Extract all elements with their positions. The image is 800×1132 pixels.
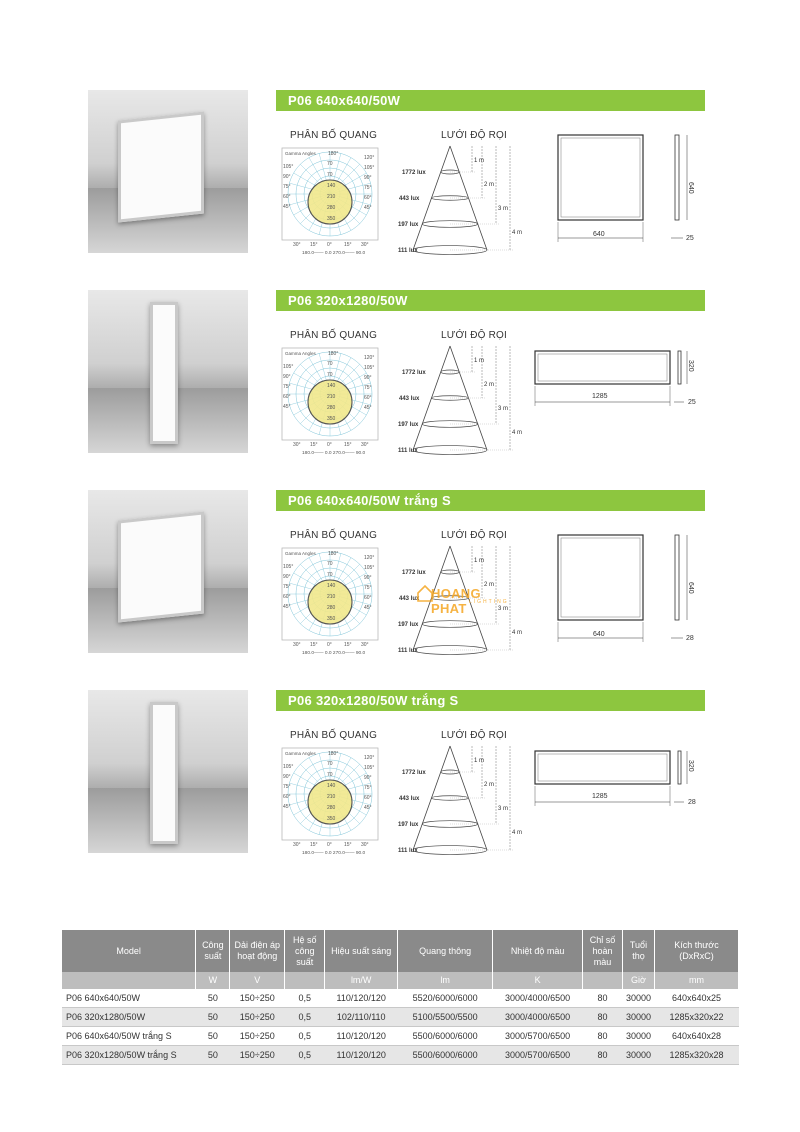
table-header: Dải điện áp hoạt động: [230, 930, 285, 972]
product-photo: [88, 490, 248, 653]
watermark-text: HOANG PHAT: [431, 586, 481, 616]
table-header: Model: [62, 930, 196, 972]
table-unit: Giờ: [623, 972, 655, 989]
lux-cone-diagram: [398, 142, 523, 264]
polar-header: Gamma Angles: [285, 551, 316, 556]
table-cell: 1285x320x22: [654, 1008, 738, 1027]
depth-dimension: 28: [686, 635, 694, 642]
table-cell: 640x640x25: [654, 989, 738, 1008]
polar-ring-value: 350: [327, 816, 336, 822]
table-cell: 3000/4000/6500: [493, 1008, 583, 1027]
table-cell: 80: [583, 1046, 623, 1065]
polar-legend: 180.0—— 0.0 270.0—— 90.0: [302, 251, 366, 256]
polar-bottom-angle: 0°: [327, 642, 332, 648]
table-cell: 150÷250: [230, 989, 285, 1008]
polar-ring-value: 210: [327, 794, 336, 800]
polar-angle-left: 90°: [283, 774, 291, 780]
table-cell: 3000/5700/6500: [493, 1046, 583, 1065]
polar-angle-right: 120°: [364, 555, 375, 561]
polar-angle-left: 60°: [283, 794, 291, 800]
cone-container: [398, 342, 523, 464]
lux-value: 111 lux: [398, 848, 418, 854]
table-cell: 50: [196, 1027, 230, 1046]
polar-ring-value: 70: [327, 561, 333, 567]
polar-angle-right: 120°: [364, 355, 375, 361]
light-distribution-label: PHÂN BỐ QUANG: [290, 330, 378, 341]
table-header: Nhiệt độ màu: [493, 930, 583, 972]
table-cell: 150÷250: [230, 1027, 285, 1046]
table-unit: V: [230, 972, 285, 989]
lux-value: 1772 lux: [402, 770, 426, 776]
table-cell: 0,5: [285, 1046, 325, 1065]
polar-angle-right: 45°: [364, 205, 372, 211]
polar-angle-left: 45°: [283, 404, 291, 410]
polar-ring-value: 70: [327, 372, 333, 378]
polar-ring-value: 280: [327, 805, 336, 811]
polar-angle-right: 60°: [364, 195, 372, 201]
polar-angle-left: 105°: [283, 164, 294, 170]
polar-header: Gamma Angles: [285, 351, 316, 356]
table-cell: 50: [196, 989, 230, 1008]
table-cell: 102/110/110: [325, 1008, 398, 1027]
led-panel-image: [118, 111, 204, 222]
product-title-bar: [276, 290, 705, 311]
table-header: Quang thông: [398, 930, 493, 972]
width-dimension: 640: [593, 631, 605, 638]
polar-ring-value: 140: [327, 383, 336, 389]
lux-value: 1772 lux: [402, 570, 426, 576]
depth-dimension: 25: [688, 399, 696, 406]
polar-bottom-angle: 0°: [327, 442, 332, 448]
frame-container: [553, 530, 703, 657]
polar-diagram: [280, 746, 380, 856]
table-cell: P06 640x640/50W: [62, 989, 196, 1008]
width-dimension: 1285: [592, 393, 608, 400]
polar-diagram: [280, 146, 380, 256]
depth-dimension: 25: [686, 235, 694, 242]
polar-bottom-angle: 15°: [344, 842, 352, 848]
polar-angle-left: 60°: [283, 194, 291, 200]
polar-bottom-angle: 15°: [310, 442, 318, 448]
light-distribution-label: PHÂN BỐ QUANG: [290, 730, 378, 741]
table-cell: 50: [196, 1008, 230, 1027]
table-header: Công suất: [196, 930, 230, 972]
lux-grid-label: LƯỚI ĐỘ RỌI: [441, 330, 507, 341]
polar-angle-right: 75°: [364, 185, 372, 191]
distance-label: 4 m: [512, 230, 523, 236]
distance-label: 1 m: [474, 358, 485, 364]
table-unit: [62, 972, 196, 989]
table-header: Hiệu suất sáng: [325, 930, 398, 972]
width-dimension: 1285: [592, 793, 608, 800]
polar-angle-left: 60°: [283, 394, 291, 400]
distance-label: 3 m: [498, 606, 509, 612]
product-title: P06 320x1280/50W: [288, 293, 408, 308]
table-cell: P06 320x1280/50W: [62, 1008, 196, 1027]
lux-grid-label: LƯỚI ĐỘ RỌI: [441, 130, 507, 141]
table-cell: P06 320x1280/50W trắng S: [62, 1046, 196, 1065]
polar-bottom-angle: 15°: [310, 642, 318, 648]
lux-value: 443 lux: [399, 796, 420, 802]
polar-angle-right: 105°: [364, 365, 375, 371]
height-dimension: 640: [687, 582, 694, 594]
spec-table: [62, 930, 739, 1065]
lux-grid-label: LƯỚI ĐỘ RỌI: [441, 530, 507, 541]
polar-bottom-angle: 15°: [344, 242, 352, 248]
lux-value: 197 lux: [398, 422, 419, 428]
height-dimension: 320: [687, 760, 694, 772]
cone-container: [398, 142, 523, 264]
polar-angle-right: 45°: [364, 805, 372, 811]
polar-angle-left: 75°: [283, 784, 291, 790]
distance-label: 3 m: [498, 406, 509, 412]
light-distribution-label: PHÂN BỐ QUANG: [290, 130, 378, 141]
dimension-drawing: [532, 348, 707, 418]
table-unit: K: [493, 972, 583, 989]
table-cell: 5500/6000/6000: [398, 1027, 493, 1046]
table-cell: 110/120/120: [325, 1046, 398, 1065]
polar-ring-value: 70: [327, 772, 333, 778]
polar-bottom-angle: 30°: [293, 642, 301, 648]
polar-angle-right: 120°: [364, 155, 375, 161]
table-cell: 1285x320x28: [654, 1046, 738, 1065]
led-panel-image: [118, 511, 204, 622]
distance-label: 4 m: [512, 630, 523, 636]
polar-angle-right: 60°: [364, 795, 372, 801]
polar-angle-left: 75°: [283, 384, 291, 390]
table-cell: 5500/6000/6000: [398, 1046, 493, 1065]
polar-angle-left: 105°: [283, 764, 294, 770]
polar-ring-value: 350: [327, 616, 336, 622]
lux-grid-label: LƯỚI ĐỘ RỌI: [441, 730, 507, 741]
polar-angle-left: 75°: [283, 184, 291, 190]
polar-bottom-angle: 0°: [327, 842, 332, 848]
polar-angle-right: 90°: [364, 575, 372, 581]
distance-label: 1 m: [474, 558, 485, 564]
product-title-bar: [276, 90, 705, 111]
polar-ring-value: 140: [327, 183, 336, 189]
table-unit: lm: [398, 972, 493, 989]
frame-container: [532, 748, 707, 823]
polar-angle-right: 45°: [364, 405, 372, 411]
dimension-drawing: [553, 130, 703, 252]
polar-header: Gamma Angles: [285, 151, 316, 156]
polar-angle-right: 75°: [364, 385, 372, 391]
lux-value: 1772 lux: [402, 370, 426, 376]
table-cell: 80: [583, 1027, 623, 1046]
table-header: Kích thước (DxRxC): [654, 930, 738, 972]
polar-angle-left: 45°: [283, 604, 291, 610]
lux-value: 443 lux: [399, 196, 420, 202]
table-cell: 150÷250: [230, 1008, 285, 1027]
table-cell: 0,5: [285, 1027, 325, 1046]
polar-angle-right: 120°: [364, 755, 375, 761]
product-title-bar: [276, 690, 705, 711]
table-cell: 110/120/120: [325, 1027, 398, 1046]
polar-ring-value: 70: [327, 572, 333, 578]
polar-ring-value: 70: [327, 161, 333, 167]
distance-label: 4 m: [512, 830, 523, 836]
polar-ring-value: 280: [327, 405, 336, 411]
lux-cone-diagram: [398, 342, 523, 464]
polar-angle-right: 105°: [364, 565, 375, 571]
polar-angle-right: 105°: [364, 765, 375, 771]
polar-angle-right: 90°: [364, 375, 372, 381]
polar-angle-left: 105°: [283, 564, 294, 570]
lux-value: 111 lux: [398, 648, 418, 654]
table-row: [62, 989, 739, 1008]
lux-value: 197 lux: [398, 822, 419, 828]
table-unit: W: [196, 972, 230, 989]
polar-angle-left: 90°: [283, 574, 291, 580]
polar-bottom-angle: 15°: [310, 842, 318, 848]
distance-label: 1 m: [474, 158, 485, 164]
polar-angle-right: 105°: [364, 165, 375, 171]
distance-label: 1 m: [474, 758, 485, 764]
polar-bottom-angle: 30°: [293, 442, 301, 448]
polar-bottom-angle: 30°: [361, 642, 369, 648]
product-title: P06 320x1280/50W trắng S: [288, 693, 459, 708]
polar-angle-right: 75°: [364, 785, 372, 791]
height-dimension: 320: [687, 360, 694, 372]
product-photo: [88, 690, 248, 853]
light-distribution-label: PHÂN BỐ QUANG: [290, 530, 378, 541]
polar-bottom-angle: 30°: [293, 842, 301, 848]
polar-ring-value: 70: [327, 361, 333, 367]
table-header: Tuổi thọ: [623, 930, 655, 972]
watermark-sub: LIGHTING: [469, 599, 509, 605]
width-dimension: 640: [593, 231, 605, 238]
polar-bottom-angle: 30°: [293, 242, 301, 248]
polar-container: [280, 346, 380, 456]
lux-cone-diagram: [398, 742, 523, 864]
polar-header: Gamma Angles: [285, 751, 316, 756]
polar-angle-left: 105°: [283, 364, 294, 370]
polar-angle-right: 45°: [364, 605, 372, 611]
polar-legend: 180.0—— 0.0 270.0—— 90.0: [302, 451, 366, 456]
polar-top-angle: 180°: [328, 751, 339, 757]
polar-diagram: [280, 546, 380, 656]
led-panel-image: [150, 702, 178, 844]
polar-top-angle: 180°: [328, 551, 339, 557]
polar-container: [280, 546, 380, 656]
frame-container: [553, 130, 703, 257]
table-cell: 5100/5500/5500: [398, 1008, 493, 1027]
polar-angle-right: 60°: [364, 595, 372, 601]
table-cell: 0,5: [285, 1008, 325, 1027]
depth-dimension: 28: [688, 799, 696, 806]
polar-legend: 180.0—— 0.0 270.0—— 90.0: [302, 851, 366, 856]
polar-angle-left: 90°: [283, 174, 291, 180]
polar-container: [280, 746, 380, 856]
polar-ring-value: 70: [327, 761, 333, 767]
table-cell: 3000/4000/6500: [493, 989, 583, 1008]
product-title-bar: [276, 490, 705, 511]
polar-angle-right: 90°: [364, 775, 372, 781]
lux-value: 111 lux: [398, 248, 418, 254]
table-cell: 30000: [623, 1046, 655, 1065]
table-cell: 30000: [623, 1008, 655, 1027]
height-dimension: 640: [687, 182, 694, 194]
distance-label: 3 m: [498, 806, 509, 812]
distance-label: 2 m: [484, 782, 495, 788]
polar-angle-right: 75°: [364, 585, 372, 591]
polar-top-angle: 180°: [328, 351, 339, 357]
polar-ring-value: 210: [327, 394, 336, 400]
table-cell: 150÷250: [230, 1046, 285, 1065]
table-row: [62, 1008, 739, 1027]
polar-ring-value: 140: [327, 583, 336, 589]
polar-angle-left: 60°: [283, 594, 291, 600]
polar-bottom-angle: 15°: [344, 642, 352, 648]
table-unit: mm: [654, 972, 738, 989]
table-unit: [285, 972, 325, 989]
polar-angle-right: 90°: [364, 175, 372, 181]
table-cell: 110/120/120: [325, 989, 398, 1008]
polar-ring-value: 280: [327, 205, 336, 211]
polar-bottom-angle: 30°: [361, 842, 369, 848]
polar-bottom-angle: 15°: [310, 242, 318, 248]
product-title: P06 640x640/50W: [288, 93, 401, 108]
product-photo: [88, 290, 248, 453]
distance-label: 2 m: [484, 582, 495, 588]
polar-container: [280, 146, 380, 256]
polar-angle-right: 60°: [364, 395, 372, 401]
table-unit: lm/W: [325, 972, 398, 989]
distance-label: 2 m: [484, 182, 495, 188]
distance-label: 4 m: [512, 430, 523, 436]
table-cell: 3000/5700/6500: [493, 1027, 583, 1046]
polar-angle-left: 45°: [283, 204, 291, 210]
polar-ring-value: 210: [327, 594, 336, 600]
table-cell: 0,5: [285, 989, 325, 1008]
polar-bottom-angle: 30°: [361, 442, 369, 448]
table-cell: 5520/6000/6000: [398, 989, 493, 1008]
table-cell: 80: [583, 989, 623, 1008]
product-photo: [88, 90, 248, 253]
table-cell: 30000: [623, 1027, 655, 1046]
polar-ring-value: 140: [327, 783, 336, 789]
polar-angle-left: 90°: [283, 374, 291, 380]
dimension-drawing: [532, 748, 707, 818]
polar-ring-value: 70: [327, 172, 333, 178]
frame-container: [532, 348, 707, 423]
polar-angle-left: 45°: [283, 804, 291, 810]
lux-value: 197 lux: [398, 622, 419, 628]
lux-value: 443 lux: [399, 596, 420, 602]
distance-label: 3 m: [498, 206, 509, 212]
polar-ring-value: 350: [327, 216, 336, 222]
polar-ring-value: 210: [327, 194, 336, 200]
polar-diagram: [280, 346, 380, 456]
cone-container: [398, 742, 523, 864]
table-cell: 640x640x28: [654, 1027, 738, 1046]
polar-ring-value: 350: [327, 416, 336, 422]
table-header: Chỉ số hoàn màu: [583, 930, 623, 972]
table-row: [62, 1046, 739, 1065]
polar-top-angle: 180°: [328, 151, 339, 157]
dimension-drawing: [553, 530, 703, 652]
lux-value: 197 lux: [398, 222, 419, 228]
table-cell: 50: [196, 1046, 230, 1065]
product-title: P06 640x640/50W trắng S: [288, 493, 451, 508]
polar-bottom-angle: 30°: [361, 242, 369, 248]
polar-bottom-angle: 0°: [327, 242, 332, 248]
led-panel-image: [150, 302, 178, 444]
table-cell: P06 640x640/50W trắng S: [62, 1027, 196, 1046]
polar-angle-left: 75°: [283, 584, 291, 590]
polar-bottom-angle: 15°: [344, 442, 352, 448]
lux-value: 443 lux: [399, 396, 420, 402]
table-cell: 80: [583, 1008, 623, 1027]
table-unit: [583, 972, 623, 989]
distance-label: 2 m: [484, 382, 495, 388]
lux-value: 1772 lux: [402, 170, 426, 176]
table-row: [62, 1027, 739, 1046]
table-cell: 30000: [623, 989, 655, 1008]
polar-ring-value: 280: [327, 605, 336, 611]
table-header: Hệ số công suất: [285, 930, 325, 972]
polar-legend: 180.0—— 0.0 270.0—— 90.0: [302, 651, 366, 656]
lux-value: 111 lux: [398, 448, 418, 454]
